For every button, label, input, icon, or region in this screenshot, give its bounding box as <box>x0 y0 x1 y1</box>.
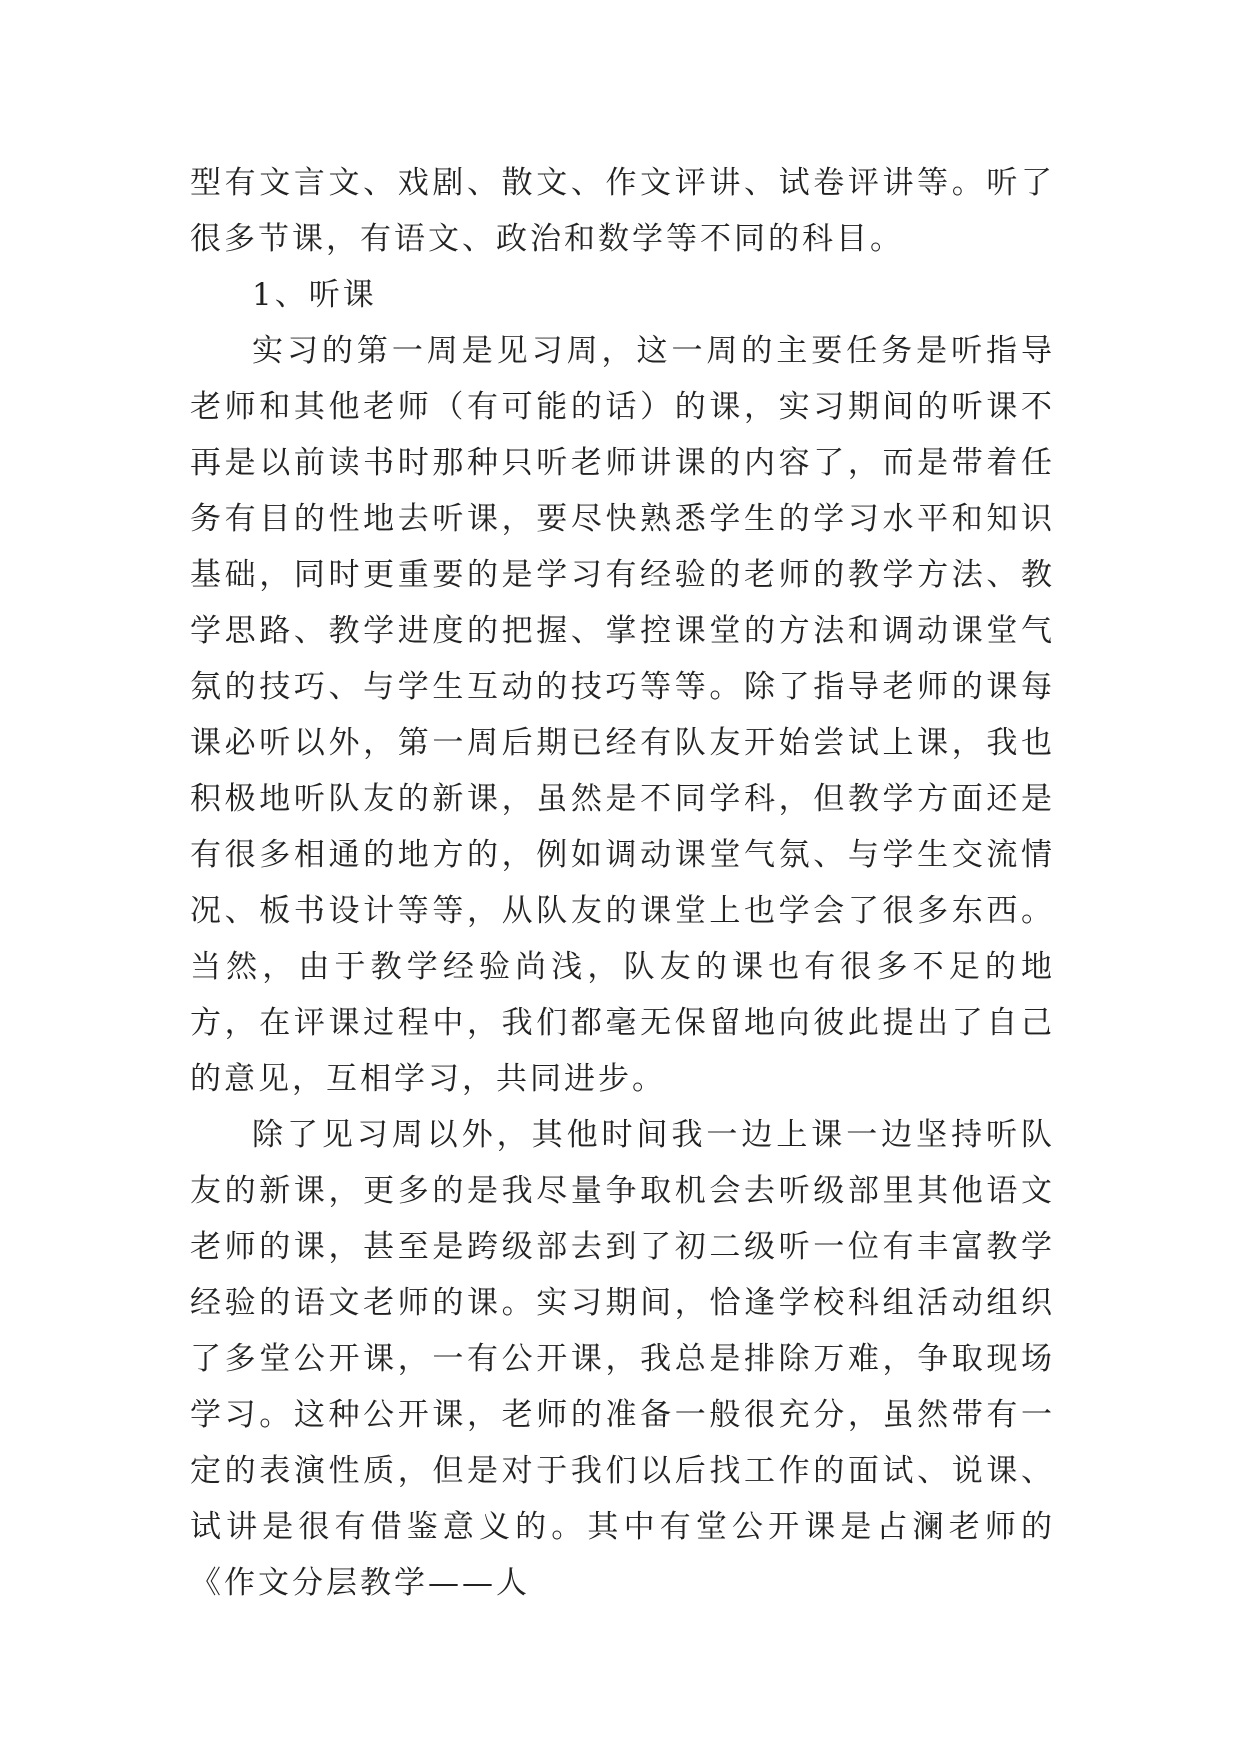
section-heading-listening: 1、听课 <box>252 277 377 313</box>
paragraph-continued: 型有文言文、戏剧、散文、作文评讲、试卷评讲等。听了很多节课，有语文、政治和数学等不同的科目。 <box>190 165 1055 257</box>
document-body <box>190 155 1055 1611</box>
paragraph-other-lessons: 除了见习周以外，其他时间我一边上课一边坚持听队友的新课，更多的是我尽量争取机会去听级部里其他语文老师的课，甚至是跨级部去到了初二级听一位有丰富教学经验的语文老师的课。实习期间，恰逢学校科组活动组织了多堂公开课，一有公开课，我总是排除万难，争取现场学习。这种公开课，老师的准备一般很充分，虽然带有一定的表演性质，但是对于我们以后找工作的面试、说课、试讲是很有借鉴意义的。其中有堂公开课是占澜老师的《作文分层教学——人 <box>190 1117 1055 1601</box>
paragraph-observation-week: 实习的第一周是见习周，这一周的主要任务是听指导老师和其他老师（有可能的话）的课，实习期间的听课不再是以前读书时那种只听老师讲课的内容了，而是带着任务有目的性地去听课，要尽快熟悉学生的学习水平和知识基础，同时更重要的是学习有经验的老师的教学方法、教学思路、教学进度的把握、掌控课堂的方法和调动课堂气氛的技巧、与学生互动的技巧等等。除了指导老师的课每课必听以外，第一周后期已经有队友开始尝试上课，我也积极地听队友的新课，虽然是不同学科，但教学方面还是有很多相通的地方的，例如调动课堂气氛、与学生交流情况、板书设计等等，从队友的课堂上也学会了很多东西。当然，由于教学经验尚浅，队友的课也有很多不足的地方，在评课过程中，我们都毫无保留地向彼此提出了自己的意见，互相学习，共同进步。 <box>190 333 1055 1097</box>
